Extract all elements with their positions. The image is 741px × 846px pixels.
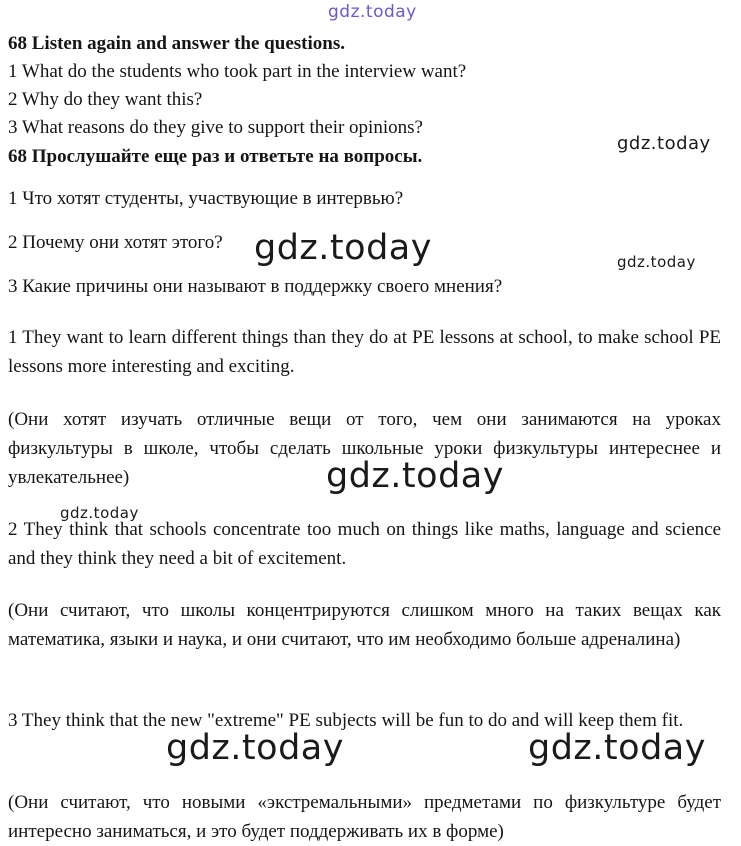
watermark: gdz.today xyxy=(328,2,417,22)
watermark: gdz.today xyxy=(254,228,432,268)
question-english: 2 Why do they want this? xyxy=(8,89,203,110)
heading-english: 68 Listen again and answer the questions. xyxy=(8,33,345,54)
question-russian: 3 Какие причины они называют в поддержку своего мнения? xyxy=(8,276,503,297)
question-english: 1 What do the students who took part in the interview want? xyxy=(8,61,467,82)
answer-english: 3 They think that the new "extreme" PE subjects will be fun to do and will keep them fit. xyxy=(8,710,684,731)
question-russian: 2 Почему они хотят этого? xyxy=(8,232,223,253)
watermark: gdz.today xyxy=(617,253,696,271)
watermark: gdz.today xyxy=(166,728,344,768)
answer-english: 1 They want to learn different things than they do at PE lessons at school, to make school PE lessons more interesting and exciting. xyxy=(8,327,721,377)
question-english: 3 What reasons do they give to support their opinions? xyxy=(8,117,423,138)
answer-english: 2 They think that schools concentrate too much on things like maths, language and science and they think they need a bit of excitement. xyxy=(8,519,721,569)
answer-russian: (Они считают, что школы концентрируются слишком много на таких вещах как математика, языки и наука, и они считают, что им необходимо больше адреналина) xyxy=(8,600,721,650)
watermark: gdz.today xyxy=(326,456,504,496)
question-russian: 1 Что хотят студенты, участвующие в интервью? xyxy=(8,188,404,209)
watermark: gdz.today xyxy=(60,504,139,522)
watermark: gdz.today xyxy=(528,728,706,768)
heading-russian: 68 Прослушайте еще раз и ответьте на вопросы. xyxy=(8,146,423,167)
answer-russian: (Они хотят изучать отличные вещи от того, чем они занимаются на уроках физкультуры в школе, чтобы сделать школьные уроки физкультуры интереснее и увлекательнее) xyxy=(8,409,721,488)
watermark: gdz.today xyxy=(617,133,711,154)
answer-russian: (Они считают, что новыми «экстремальными» предметами по физкультуре будет интересно заниматься, и это будет поддерживать их в форме) xyxy=(8,792,721,842)
